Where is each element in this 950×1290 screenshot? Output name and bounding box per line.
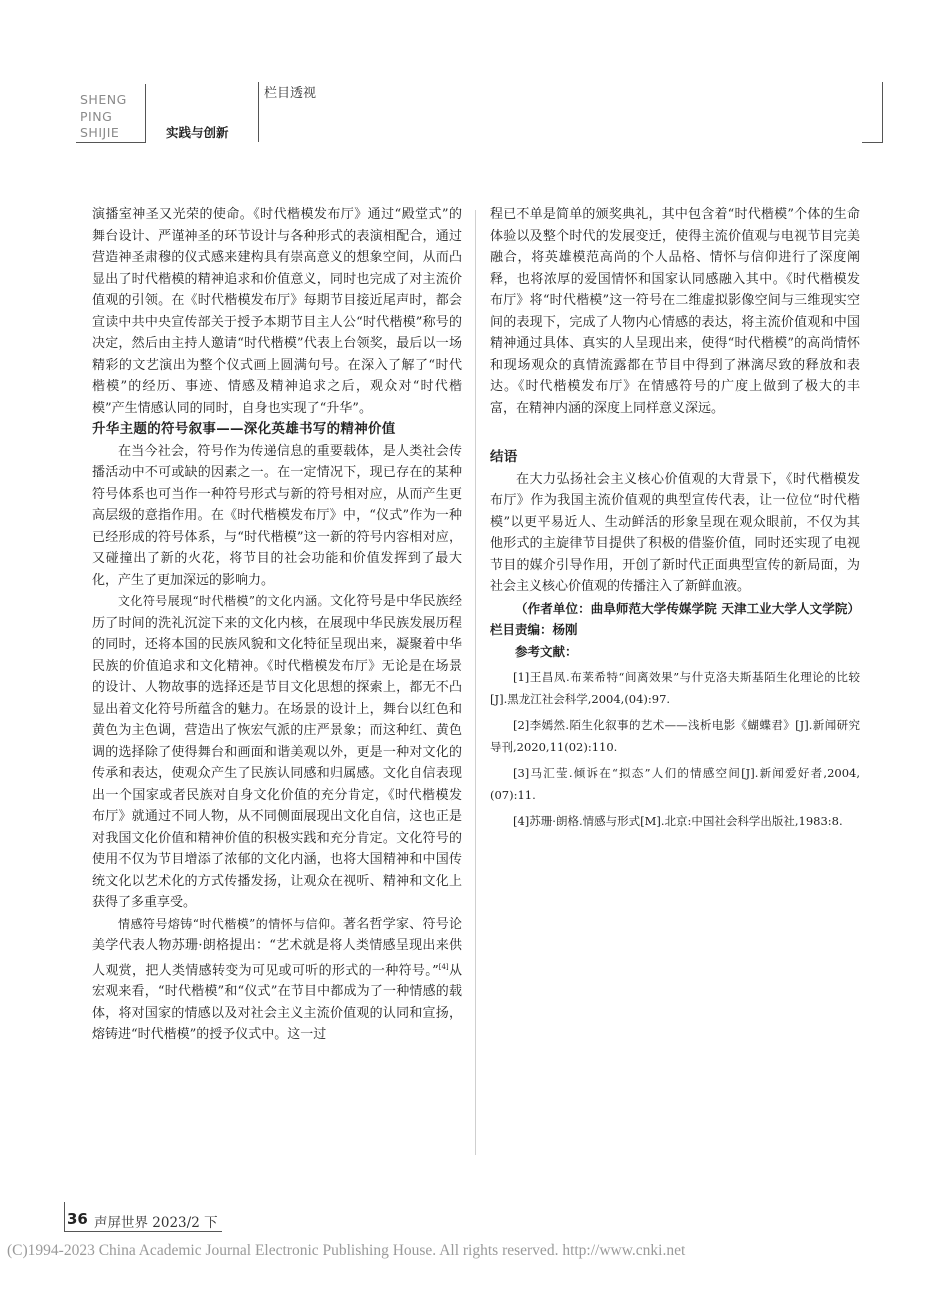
- right-column: [490, 204, 860, 832]
- copyright-notice: (C)1994-2023 China Academic Journal Electronic Publishing House. All rights reserved. http://www.cnki.net: [7, 1242, 686, 1259]
- reference-item: [4]苏珊·朗格.情感与形式[M].北京:中国社会科学出版社,1983:8.: [513, 814, 843, 828]
- section-heading: 结语: [490, 449, 518, 465]
- header-vertical-rule-right: [882, 82, 883, 142]
- paragraph-lead: 情感符号熔铸“时代楷模”的情怀与信仰。: [118, 916, 343, 931]
- paragraph-lead: 文化符号展现“时代楷模”的文化内涵。: [118, 594, 330, 608]
- footer-vertical-rule: [64, 1202, 65, 1232]
- page-number: 36: [67, 1210, 88, 1228]
- paragraph: [92, 591, 462, 914]
- footer-rule: [64, 1231, 222, 1232]
- brand-line: SHENG: [80, 92, 127, 107]
- column-title: 栏目透视: [264, 86, 317, 101]
- paragraph: 演播室神圣又光荣的使命。《时代楷模发布厅》通过“殿堂式”的舞台设计、严谨神圣的环节设计与各种形式的表演相配合，通过营造神圣肃穆的仪式感来建构具有崇高意义的想象空间，从而凸显出了时代楷模的精神追求和价值意义，同时也完成了对主流价值观的引领。在《时代楷模发布厅》每期节目接近尾声时，都会宣读中共中央宣传部关于授予本期节目主人公“时代楷模”称号的决定，然后由主持人邀请“时代楷模”代表上台领奖，最后以一场精彩的文艺演出为整个仪式画上圆满句号。在深入了解了“时代楷模”的经历、事迹、情感及精神追求之后，观众对“时代楷模”产生情感认同的同时，自身也实现了“升华”。: [92, 207, 462, 416]
- references-title: 参考文献：: [515, 643, 578, 659]
- header-rule-right: [862, 142, 883, 143]
- paragraph: 程已不单是简单的颁奖典礼，其中包含着“时代楷模”个体的生命体验以及整个时代的发展变迁，使得主流价值观与电视节目完美融合，将英雄模范高尚的个人品格、情怀与信仰进行了深度阐释，也将浓厚的爱国情怀和国家认同感融入其中。《时代楷模发布厅》将“时代楷模”这一符号在二维虚拟影像空间与三维现实空间的表现下，完成了人物内心情感的表达，将主流价值观和中国精神通过具体、真实的人呈现出来，使得“时代楷模”的高尚情怀和现场观众的真情流露都在节目中得到了淋漓尽致的释放和表达。《时代楷模发布厅》在情感符号的广度上做到了极大的丰富，在精神内涵的深度上同样意义深远。: [490, 207, 860, 416]
- journal-brand: [80, 92, 127, 142]
- paragraph: 在当今社会，符号作为传递信息的重要载体，是人类社会传播活动中不可或缺的因素之一。在一定情况下，现已存在的某种符号体系也可当作一种符号形式与新的符号相对应，从而产生更高层级的意指作用。在《时代楷模发布厅》中，“仪式”作为一种已经形成的符号体系，与“时代楷模”这一新的符号内容相对应，又碰撞出了新的火花，将节目的社会功能和价值发挥到了最大化，产生了更加深远的影响力。: [92, 443, 462, 588]
- left-column: [92, 204, 462, 1046]
- column-divider: [475, 210, 476, 1155]
- reference-item: [1]王昌凤.布莱希特“间离效果”与什克洛夫斯基陌生化理论的比较[J].黑龙江社会科学,2004,(04):97.: [490, 670, 860, 706]
- paragraph-body: 文化符号是中华民族经历了时间的洗礼沉淀下来的文化内核，在展现中华民族发展历程的同时，还将本国的民族风貌和文化特征呈现出来，凝聚着中华民族的价值追求和文化精神。《时代楷模发布厅》无论是在场景的设计、人物故事的选择还是节目文化思想的探索上，都无不凸显出着文化符号所蕴含的魅力。在场景的设计上，舞台以红色和黄色为主色调，营造出了恢宏气派的庄严景象；而这种红、黄色调的选择除了使得舞台和画面和谐美观以外，更是一种对文化的传承和表达，使观众产生了民族认同感和归属感。文化自信表现出一个国家或者民族对自身文化价值的充分肯定，《时代楷模发布厅》就通过不同人物，从不同侧面展现出文化自信，这也正是对我国文化价值和精神价值的积极实践和充分肯定。文化符号的使用不仅为节目增添了浓郁的文化内涵，也将大国精神和中国传统文化以艺术化的方式传播发扬，让观众在视听、精神和文化上获得了多重享受。: [92, 594, 462, 910]
- reference-item: [3]马汇莹.倾诉在“拟态”人们的情感空间[J].新闻爱好者,2004,(07):11.: [490, 766, 860, 802]
- header-vertical-rule-1: [145, 84, 146, 143]
- paragraph: 在大力弘扬社会主义核心价值观的大背景下，《时代楷模发布厅》作为我国主流价值观的典型宣传代表，让一位位“时代楷模”以更平易近人、生动鲜活的形象呈现在观众眼前，不仅为其他形式的主旋律节目提供了积极的借鉴价值，同时还实现了电视节目的媒介引导作用，开创了新时代正面典型宣传的新局面，为社会主义核心价值观的传播注入了新鲜血液。: [490, 471, 860, 594]
- reference-item: [2]李嫣然.陌生化叙事的艺术——浅析电影《蝴蝶君》[J].新闻研究导刊,2020,11(02):110.: [490, 718, 860, 754]
- brand-line: SHIJIE: [80, 125, 120, 140]
- brand-line: PING: [80, 108, 113, 124]
- paragraph: [92, 914, 462, 1046]
- section-heading: 升华主题的符号叙事——深化英雄书写的精神价值: [92, 421, 396, 437]
- section-label: 实践与创新: [166, 125, 229, 140]
- author-affiliation: （作者单位：曲阜师范大学传媒学院 天津工业大学人文学院）栏目责编：杨刚: [490, 600, 860, 637]
- paragraph-body: 著名哲学家、符号论美学代表人物苏珊·朗格提出：“艺术就是将人类情感呈现出来供人观赏，把人类情感转变为可见或可听的形式的一种符号。”: [92, 916, 462, 978]
- citation: [4]: [438, 962, 449, 971]
- header-vertical-rule-2: [258, 82, 259, 142]
- header-rule-short: [76, 142, 146, 143]
- journal-issue: 声屏世界 2023/2 下: [94, 1215, 218, 1231]
- paragraph-body: 从宏观来看，“时代楷模”和“仪式”在节目中都成为了一种情感的载体，将对国家的情感以及对社会主义主流价值观的认同和宣扬，熔铸进“时代楷模”的授予仪式中。这一过: [92, 962, 462, 1043]
